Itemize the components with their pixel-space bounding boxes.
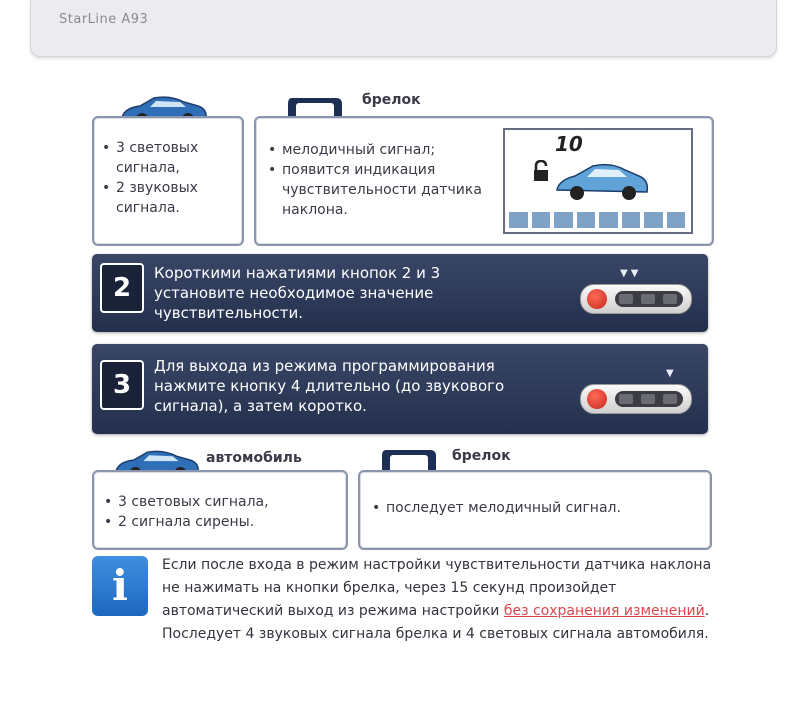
list-item: • 3 световых сигнала, <box>100 492 346 512</box>
info-text-end: . Последует 4 звуковых сигнала брелка и 4 световых сигнала автомобиля. <box>162 603 710 642</box>
list-item: • появится индикация чувствительности датчика наклона. <box>264 160 494 220</box>
info-text: Если после входа в режим настройки чувствительности датчика наклона не нажимать на кнопки брелка, через 15 секунд произойдет автоматический выход из режима настройки <box>162 557 712 619</box>
step-text: Короткими нажатиями кнопок 2 и 3 установите необходимое значение чувствительности. <box>154 264 441 322</box>
car-display-icon <box>553 160 651 206</box>
display-status-icons <box>509 212 685 228</box>
list-item: • последует мелодичный сигнал. <box>368 498 710 518</box>
page-header-title: StarLine A93 <box>59 12 149 27</box>
step-number: 2 <box>100 263 144 313</box>
info-note <box>162 554 722 646</box>
bottom-fob-label: брелок <box>452 448 511 464</box>
step-text: Для выхода из режима программирования нажмите кнопку 4 длительно (до звукового сигнала), а затем коротко. <box>154 357 505 415</box>
step-3-panel <box>92 344 708 434</box>
bottom-car-box <box>92 470 348 550</box>
header-band <box>30 0 777 57</box>
info-icon: i <box>92 556 148 616</box>
fob-buttons-icon <box>580 284 692 314</box>
list-item: • 2 звуковых сигнала. <box>98 178 242 218</box>
top-car-box <box>92 116 244 246</box>
list-item: • 2 сигнала сирены. <box>100 512 346 532</box>
display-value: 10 <box>555 132 583 156</box>
step-2-panel <box>92 254 708 332</box>
bottom-car-label: автомобиль <box>206 450 302 466</box>
lock-icon <box>533 160 549 182</box>
arrow-down-icon: ▼▼ <box>620 268 642 279</box>
fob-display-screen <box>503 128 693 234</box>
top-fob-label: брелок <box>362 92 421 108</box>
bottom-fob-box <box>358 470 712 550</box>
step-number: 3 <box>100 360 144 410</box>
list-item: • 3 световых сигнала, <box>98 138 242 178</box>
info-highlight: без сохранения изменений <box>503 603 705 619</box>
arrow-down-icon: ▼ <box>666 368 677 379</box>
fob-buttons-icon <box>580 384 692 414</box>
list-item: • мелодичный сигнал; <box>264 140 494 160</box>
